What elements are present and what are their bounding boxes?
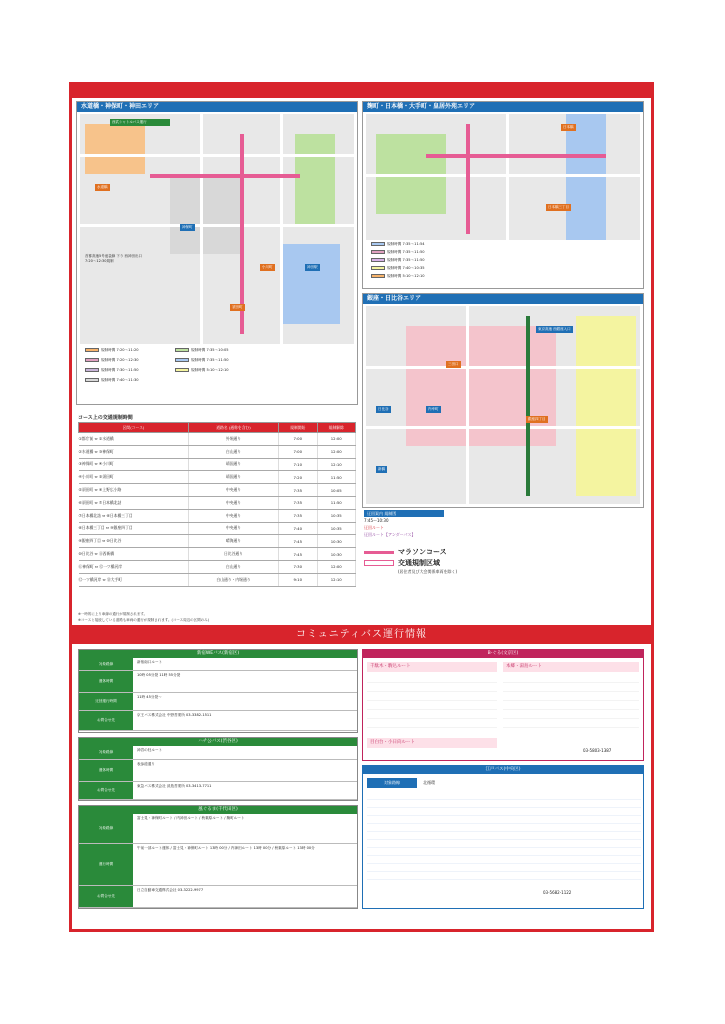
contact: 03-5803-1387 — [583, 748, 612, 753]
route-c: 目白台・小日向ルート — [367, 738, 497, 748]
table-cell: 7:35 — [279, 484, 318, 497]
detour-route: 迂回ルート — [364, 525, 384, 530]
bus-bguru — [362, 649, 644, 761]
row-value: 新宿南口ルート — [137, 660, 163, 664]
table-cell: ⑤須田町 ⇔ ⑥上野広小路 — [79, 484, 189, 497]
table-cell: ①都庁前 ⇔ ②水道橋 — [79, 433, 189, 446]
detour-title: 迂回案内 規制図 — [364, 510, 444, 517]
detour-info — [364, 510, 644, 538]
map-label: 東京高速 西銀座入口 — [538, 327, 571, 331]
table-cell: 中央通り — [189, 496, 279, 509]
note: ※一時的に上り車線の通行が規制されます。 — [78, 612, 148, 616]
bus-title: ハチ公バス(渋谷区) — [79, 738, 357, 746]
table-cell: 12:00 — [317, 560, 356, 573]
table-cell: 中央通り — [189, 509, 279, 522]
table-cell: 靖国通り — [189, 471, 279, 484]
table-cell: 7:00 — [279, 433, 318, 446]
table-cell: 7:40 — [279, 522, 318, 535]
legend-item: 規制時間 7:35〜11:54 — [387, 242, 425, 246]
table-cell: ②水道橋 ⇔ ③神保町 — [79, 445, 189, 458]
legend-zone-note: (居住者及び大会関係車両を除く) — [398, 569, 458, 574]
map-area — [366, 306, 640, 504]
table-row — [79, 509, 356, 522]
contact: 03-5682-1122 — [543, 890, 572, 895]
table-cell: 11:50 — [317, 496, 356, 509]
table-cell: ④小川町 ⇔ ⑤須田町 — [79, 471, 189, 484]
table-cell: 12:10 — [317, 458, 356, 471]
table-cell: ⑥須田町 ⇔ ⑦日本橋北詰 — [79, 496, 189, 509]
map-panel-kojimachi — [362, 101, 644, 289]
route: 北循環 — [423, 780, 435, 785]
legend-marathon: マラソンコース — [398, 548, 447, 556]
map-label: 新橋 — [378, 467, 385, 471]
row-key: 対象路線 — [79, 658, 133, 670]
route-a: 千駄木・駒込ルート — [367, 662, 497, 672]
table-cell: 7:30 — [279, 560, 318, 573]
legend-item: 規制時間 5:10〜12:10 — [387, 274, 425, 278]
legend-item: 規制時間 7:40〜11:30 — [101, 378, 139, 382]
table-cell: 日比谷通り — [189, 548, 279, 561]
table-row — [79, 445, 356, 458]
table-cell: 晴海通り — [189, 535, 279, 548]
row-key: 対象路線 — [79, 814, 133, 843]
table-cell: ⑦日本橋北詰 ⇔ ⑧日本橋三丁目 — [79, 509, 189, 522]
course-title: コース上の交通規制時間 — [78, 415, 133, 421]
legend-item: 規制時間 7:30〜11:50 — [101, 368, 139, 372]
map-label: 三田口 — [448, 362, 459, 366]
map-title: 水道橋・神保町・神田エリア — [77, 102, 357, 112]
row-value: 神宮の杜ルート — [137, 748, 163, 752]
table-row — [79, 458, 356, 471]
row-value: 東急バス株式会社 淡島営業所 03-3413-7711 — [137, 784, 212, 788]
map-legend — [85, 348, 351, 400]
table-cell: 外堀通り — [189, 433, 279, 446]
route-legend — [364, 547, 457, 575]
row-key: お問合せ先 — [79, 782, 133, 799]
bus-title: 江戸バス(中央区) — [363, 766, 643, 774]
table-cell: 7:45 — [279, 535, 318, 548]
legend-item: 規制時間 5:10〜12:10 — [191, 368, 229, 372]
table-cell: 7:10 — [279, 458, 318, 471]
table-cell: 10:30 — [317, 548, 356, 561]
col-header: 規制開始 — [279, 423, 318, 433]
row-key: 迂回運行時間 — [79, 693, 133, 710]
page-frame — [69, 82, 654, 932]
row-value: 10時 05分発 11時 55分発 — [137, 673, 181, 677]
row-key: 運休時間 — [79, 760, 133, 781]
map-label: 水道橋 — [97, 185, 108, 189]
table-cell: 7:45 — [279, 548, 318, 561]
map-label: 内幸町 — [428, 407, 439, 411]
map-label: 銀座四丁目 — [528, 417, 546, 421]
table-cell: 12:00 — [317, 445, 356, 458]
legend-item: 規制時間 7:20〜12:30 — [101, 358, 139, 362]
table-cell: 靖国通り — [189, 458, 279, 471]
table-row — [79, 573, 356, 586]
table-cell: 7:20 — [279, 471, 318, 484]
table-row — [79, 522, 356, 535]
table-cell: 10:30 — [317, 535, 356, 548]
table-cell: 白山通り — [189, 560, 279, 573]
table-row — [79, 535, 356, 548]
row-value: 富士見・神保町ルート / 内神田ルート / 秋葉原ルート / 麹町ルート — [137, 816, 245, 820]
course-table — [78, 422, 356, 587]
map-title: 銀座・日比谷エリア — [363, 294, 643, 304]
row-key: 対象路線 — [79, 746, 133, 759]
col-header: 区間(コース) — [79, 423, 189, 433]
bus-title: 新宿WEバス(新宿区) — [79, 650, 357, 658]
map-label: 小川町 — [262, 265, 273, 269]
legend-item: 規制時間 7:35〜10:05 — [191, 348, 229, 352]
table-cell: 7:35 — [279, 509, 318, 522]
col-header: 道路名 (通称を含む) — [189, 423, 279, 433]
legend-item: 規制時間 7:35〜11:50 — [387, 258, 425, 262]
table-cell: 11:50 — [317, 471, 356, 484]
detour-time: 7:45〜10:30 — [364, 518, 389, 523]
map-label: 須田町 — [232, 305, 243, 309]
table-cell: 7:00 — [279, 445, 318, 458]
row-value: 日立自動車交通株式会社 03-3222-9977 — [137, 888, 204, 892]
table-cell: ⑫一ツ橋河岸 ⇔ ⑬大手町 — [79, 573, 189, 586]
table-cell: 12:00 — [317, 433, 356, 446]
row-value: 京王バス株式会社 中野営業所 03-3382-1511 — [137, 713, 212, 717]
table-cell: 9:10 — [279, 573, 318, 586]
legend-zone: 交通規制区域 — [398, 559, 440, 567]
table-cell: ③神保町 ⇔ ④小川町 — [79, 458, 189, 471]
legend-item: 規制時間 7:40〜10:35 — [387, 266, 425, 270]
table-cell: 中央通り — [189, 484, 279, 497]
map-title: 麹町・日本橋・大手町・皇居外苑エリア — [363, 102, 643, 112]
bus-title: B-ぐる(文京区) — [363, 650, 643, 658]
route-b: 本郷・湯島ルート — [503, 662, 639, 672]
table-cell: ⑪神保町 ⇔ ⑫一ツ橋河岸 — [79, 560, 189, 573]
table-cell: ⑩日比谷 ⇔ ⑪西新橋 — [79, 548, 189, 561]
map-label: 神保町 — [182, 225, 193, 229]
table-cell: 10:35 — [317, 509, 356, 522]
course-notes — [78, 611, 209, 623]
table-cell: ⑧日本橋三丁目 ⇔ ⑨銀座四丁目 — [79, 522, 189, 535]
table-cell: 12:10 — [317, 573, 356, 586]
detour-underpass: 迂回ルート【アンダーパス】 — [364, 532, 416, 537]
table-cell: 中央通り — [189, 522, 279, 535]
row-key: 運休時間 — [79, 671, 133, 692]
map-label: 西武シャトルバス運行 — [110, 119, 170, 126]
table-row — [79, 471, 356, 484]
legend-item: 規制時間 7:35〜11:50 — [387, 250, 425, 254]
legend-item: 規制時間 7:35〜11:50 — [191, 358, 229, 362]
table-cell: 10:05 — [317, 484, 356, 497]
row-value: 11時 45分発〜 — [137, 695, 162, 699]
table-cell: 10:35 — [317, 522, 356, 535]
note: ※コースと接続している道路も車両の通行が規制されます。(コース周辺の区間のみ) — [78, 618, 210, 622]
table-row — [79, 496, 356, 509]
table-cell: 7:35 — [279, 496, 318, 509]
table-row — [79, 560, 356, 573]
expressway-note: 首都高速5号池袋線 下り 西神田出口 7:20〜12:30規制 — [85, 254, 142, 263]
table-cell: 白山通り・内堀通り — [189, 573, 279, 586]
table-cell: 白山通り — [189, 445, 279, 458]
bus-title: 風ぐるま(千代田区) — [79, 806, 357, 814]
row-value: 午前一部ルート運休 / 富士見・神保町ルート 13時 00分 / 内神田ルート 13時 00分 / 秋葉原ルート 13時 00分 — [137, 846, 315, 850]
row-value: 表参道通り — [137, 762, 155, 766]
legend-item: 規制時間 7:20〜11:20 — [101, 348, 139, 352]
bus-hachiko — [78, 737, 358, 801]
map-panel-ginza — [362, 293, 644, 508]
map-area — [80, 114, 354, 344]
row-key: お問合せ先 — [79, 711, 133, 730]
table-row — [79, 548, 356, 561]
bus-edobus: 江戸バス(中央区) 対象路線 北循環 03-5682-1122 — [362, 765, 644, 909]
bus-shinjuku — [78, 649, 358, 733]
row-key: 運行時間 — [79, 844, 133, 885]
top-band — [72, 85, 651, 98]
table-cell: ⑨銀座四丁目 ⇔ ⑩日比谷 — [79, 535, 189, 548]
row-key: お問合せ先 — [79, 886, 133, 907]
bus-banner: コミュニティバス運行情報 — [72, 625, 651, 644]
map-label: 日比谷 — [378, 407, 389, 411]
col-header: 規制解除 — [317, 423, 356, 433]
table-row — [79, 484, 356, 497]
map-area: 日本橋 日本橋三丁目 — [366, 114, 640, 240]
map-label: 神田駅 — [307, 265, 318, 269]
map-legend — [371, 242, 631, 284]
map-panel-suidobashi — [76, 101, 358, 405]
table-row — [79, 433, 356, 446]
bus-kazaguruma — [78, 805, 358, 909]
